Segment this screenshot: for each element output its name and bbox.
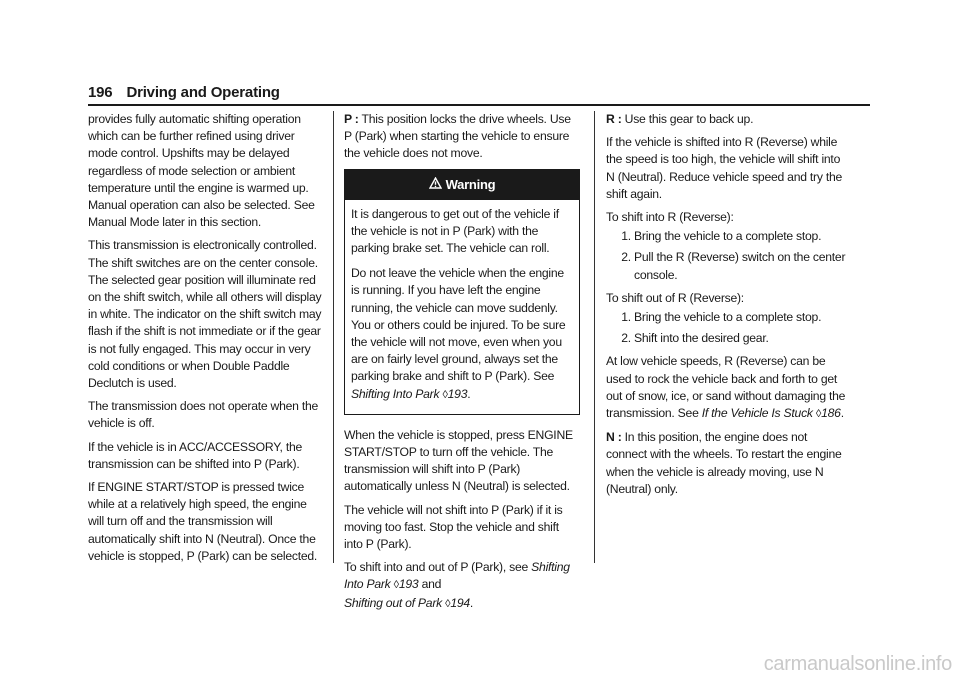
page-reference-icon: ◊ [393,579,399,592]
warning-text [351,265,573,404]
steps-title: To shift into R (Reverse): [606,210,734,225]
section-title: Driving and Operating [126,84,280,101]
warning-triangle-icon [429,170,442,200]
warning-text-run: Do not leave the vehicle when the engine is running. If you have left the engine running, the vehicle can move suddenly. You or others could be injured. To be sure the vehicle will not move, even when you are on fairly level ground, always set the parking brake and shift to P (Park). See [351,266,566,384]
warning-body [345,200,579,414]
reverse-text: Use this gear to back up. [624,112,754,126]
page-header [88,84,280,101]
step-item: 1. Bring the vehicle to a complete stop. [634,228,846,245]
paragraph: The vehicle will not shift into P (Park) if it is moving too fast. Stop the vehicle and shift into P (Park). [344,502,563,552]
page-ref[interactable]: 186 [821,406,841,421]
page-ref[interactable]: 194 [450,595,470,610]
punctuation: . [469,595,474,610]
column-divider [333,111,334,563]
xref-link[interactable]: Shifting Into Park [351,386,440,401]
column-divider [594,111,595,563]
paragraph: provides fully automatic shifting operation which can be further refined using driver mode control. Upshifts may be delayed regardless of mode selection or ambient temperature until the engine is warmed up. Manual operation can also be selected. See Manual Mode later in this section. [88,112,315,230]
warning-box [344,169,580,415]
page-ref[interactable]: 193 [447,386,468,401]
text-run: To shift into and out of P (Park), see [344,560,529,575]
punctuation: . [467,386,471,401]
step-item: 1. Bring the vehicle to a complete stop. [634,309,846,326]
text-run: At low vehicle speeds, R (Reverse) can be used to rock the vehicle back and forth to get out of snow, ice, or sand without damaging the transmission. See [606,354,846,421]
paragraph: The transmission does not operate when the vehicle is off. [88,399,319,431]
step-item: 2. Pull the R (Reverse) switch on the center console. [634,249,846,283]
paragraph: When the vehicle is stopped, press ENGINE START/STOP to turn off the vehicle. The transmission will shift into P (Park) automatically unless N (Neutral) is selected. [344,427,573,494]
page-reference-icon: ◊ [815,408,822,421]
paragraph: This transmission is electronically controlled. The shift switches are on the center console. The selected gear position will illuminate red on the shift switch, while all others will display in white. The indicator on the shift switch may flash if the shift is not immediate or if the gear is not fully engaged. This may occur in very cold conditions or when Double Paddle Declutch is used. [88,238,322,391]
paragraph: If ENGINE START/STOP is pressed twice while at a relatively high speed, the engine will turn off and the transmission will automatically shift into N (Neutral). Once the vehicle is stopped, P (Park) can be selected. [88,480,318,563]
punctuation: . [840,406,844,421]
park-paragraph [344,111,580,163]
watermark: carmanualsonline.info [763,653,952,675]
step-item: 2. Shift into the desired gear. [634,330,846,347]
warning-header [345,170,579,200]
paragraph: If the vehicle is in ACC/ACCESSORY, the transmission can be shifted into P (Park). [88,439,303,471]
park-text: This position locks the drive wheels. Use P (Park) when starting the vehicle to ensure the vehicle does not move. [344,112,571,161]
steps-list-out-reverse [606,309,846,347]
xref-link[interactable]: Shifting Into Park [344,560,570,592]
steps-title: To shift out of R (Reverse): [606,290,744,305]
paragraph [344,559,580,613]
xref-link[interactable]: Shifting out of Park [344,595,442,610]
text-run: and [421,577,442,592]
steps-list-into-reverse [606,228,846,284]
neutral-paragraph [606,429,846,498]
column-middle [344,111,580,619]
column-right [606,111,846,504]
reverse-paragraph [606,111,846,128]
neutral-text: In this position, the engine does not connect with the wheels. To restart the engine when the vehicle is already moving, use N (Neutral) only. [606,430,842,496]
page-ref[interactable]: 193 [398,577,419,592]
column-left [88,111,324,571]
page-number: 196 [88,84,113,101]
warning-title: Warning [445,176,496,192]
header-rule [88,104,870,106]
paragraph [606,353,846,423]
page-reference-icon: ◊ [442,388,448,401]
page-reference-icon: ◊ [445,597,451,610]
gear-label-r: R : [606,112,622,126]
gear-label-n: N : [606,430,622,445]
warning-text: It is dangerous to get out of the vehicle if the vehicle is not in P (Park) with the parking brake set. The vehicle can roll. [351,206,559,256]
xref-link[interactable]: If the Vehicle Is Stuck [701,406,813,421]
paragraph: If the vehicle is shifted into R (Reverse) while the speed is too high, the vehicle will shift into N (Neutral). Reduce vehicle speed and try the shift again. [606,135,843,201]
gear-label-p: P : [344,112,359,126]
